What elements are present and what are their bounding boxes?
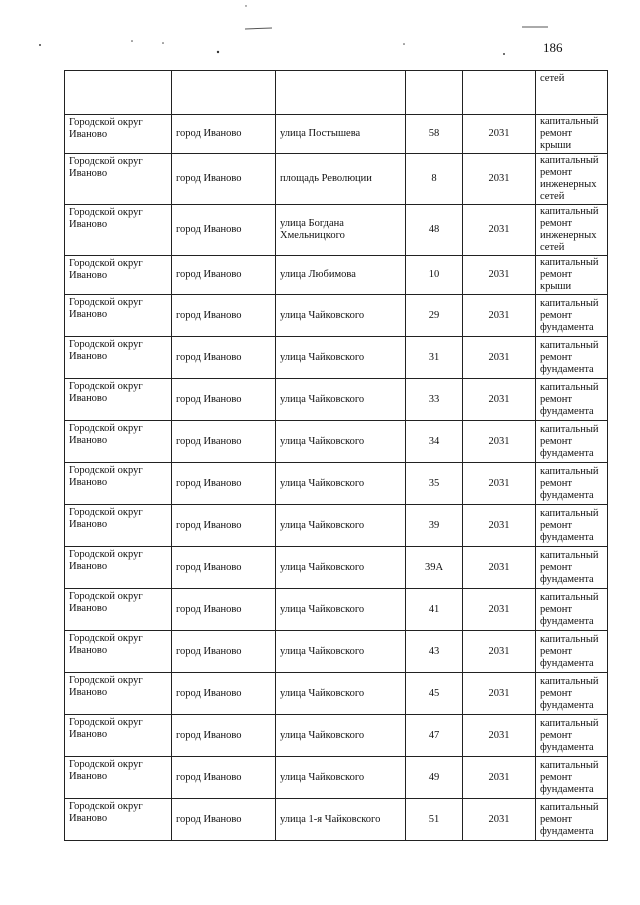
house-number-cell: 49 (406, 757, 463, 799)
city-cell: город Иваново (172, 673, 276, 715)
city-cell: город Иваново (172, 589, 276, 631)
scan-dot (245, 5, 246, 6)
city-cell: город Иваново (172, 115, 276, 154)
house-number-cell: 10 (406, 256, 463, 295)
year-cell: 2031 (463, 337, 536, 379)
table-row (65, 757, 608, 799)
street-cell: улица Чайковского (276, 673, 406, 715)
work-type-cell: капитальный ремонт фундамента (536, 589, 608, 631)
table-row (65, 205, 608, 256)
work-type-cell: капитальный ремонт фундамента (536, 799, 608, 841)
street-cell: улица Чайковского (276, 547, 406, 589)
work-type-cell: капитальный ремонт фундамента (536, 631, 608, 673)
table-row (65, 337, 608, 379)
year-cell: 2031 (463, 295, 536, 337)
work-type-cell: капитальный ремонт фундамента (536, 547, 608, 589)
year-cell (463, 71, 536, 115)
city-cell: город Иваново (172, 547, 276, 589)
district-cell: Городской округ Иваново (65, 673, 172, 715)
work-type-cell: капитальный ремонт инженерных сетей (536, 154, 608, 205)
house-number-cell: 35 (406, 463, 463, 505)
work-type-cell: капитальный ремонт фундамента (536, 505, 608, 547)
table-row (65, 379, 608, 421)
street-cell: улица 1-я Чайковского (276, 799, 406, 841)
district-cell: Городской округ Иваново (65, 547, 172, 589)
city-cell: город Иваново (172, 799, 276, 841)
table-body (65, 71, 608, 841)
street-cell: улица Чайковского (276, 421, 406, 463)
house-number-cell: 58 (406, 115, 463, 154)
scan-dot (131, 40, 133, 42)
house-number-cell: 51 (406, 799, 463, 841)
street-cell: улица Чайковского (276, 379, 406, 421)
year-cell: 2031 (463, 715, 536, 757)
table-row (65, 421, 608, 463)
year-cell: 2031 (463, 673, 536, 715)
city-cell: город Иваново (172, 205, 276, 256)
year-cell: 2031 (463, 205, 536, 256)
table-row (65, 505, 608, 547)
district-cell: Городской округ Иваново (65, 589, 172, 631)
repair-schedule-table (64, 70, 608, 841)
city-cell: город Иваново (172, 421, 276, 463)
street-cell: улица Чайковского (276, 463, 406, 505)
work-type-cell: капитальный ремонт крыши (536, 256, 608, 295)
work-type-cell: капитальный ремонт фундамента (536, 379, 608, 421)
table-row (65, 715, 608, 757)
house-number-cell: 34 (406, 421, 463, 463)
district-cell: Городской округ Иваново (65, 505, 172, 547)
street-cell: улица Чайковского (276, 295, 406, 337)
year-cell: 2031 (463, 379, 536, 421)
work-type-cell: капитальный ремонт фундамента (536, 421, 608, 463)
house-cell (406, 71, 463, 115)
scan-dot (217, 51, 219, 53)
table-row (65, 256, 608, 295)
street-cell: улица Постышева (276, 115, 406, 154)
year-cell: 2031 (463, 463, 536, 505)
street-cell: улица Чайковского (276, 589, 406, 631)
district-cell: Городской округ Иваново (65, 421, 172, 463)
district-cell: Городской округ Иваново (65, 115, 172, 154)
house-number-cell: 29 (406, 295, 463, 337)
district-cell: Городской округ Иваново (65, 715, 172, 757)
scan-artifacts (0, 0, 640, 70)
work-type-cell: капитальный ремонт инженерных сетей (536, 205, 608, 256)
work-type-cell: капитальный ремонт фундамента (536, 715, 608, 757)
table-row (65, 154, 608, 205)
house-number-cell: 33 (406, 379, 463, 421)
work-type-cell: капитальный ремонт фундамента (536, 463, 608, 505)
city-cell: город Иваново (172, 631, 276, 673)
house-number-cell: 47 (406, 715, 463, 757)
year-cell: 2031 (463, 115, 536, 154)
year-cell: 2031 (463, 421, 536, 463)
district-cell: Городской округ Иваново (65, 379, 172, 421)
scan-mark (245, 28, 272, 29)
work-type-cell: капитальный ремонт фундамента (536, 295, 608, 337)
city-cell: город Иваново (172, 256, 276, 295)
house-number-cell: 45 (406, 673, 463, 715)
scan-dot (162, 42, 164, 44)
year-cell: 2031 (463, 631, 536, 673)
street-cell: площадь Революции (276, 154, 406, 205)
street-cell: улица Чайковского (276, 757, 406, 799)
year-cell: 2031 (463, 256, 536, 295)
work-type-cell: капитальный ремонт фундамента (536, 757, 608, 799)
street-cell: улица Чайковского (276, 631, 406, 673)
table-row (65, 673, 608, 715)
city-cell: город Иваново (172, 463, 276, 505)
page-number: 186 (543, 40, 563, 55)
year-cell: 2031 (463, 799, 536, 841)
year-cell: 2031 (463, 589, 536, 631)
district-cell: Городской округ Иваново (65, 337, 172, 379)
continued-row (65, 71, 608, 115)
house-number-cell: 31 (406, 337, 463, 379)
table-row (65, 463, 608, 505)
table-row (65, 799, 608, 841)
house-number-cell: 41 (406, 589, 463, 631)
scan-dot (403, 43, 405, 45)
house-number-cell: 43 (406, 631, 463, 673)
street-cell: улица Чайковского (276, 337, 406, 379)
street-cell (276, 71, 406, 115)
house-number-cell: 8 (406, 154, 463, 205)
house-number-cell: 39А (406, 547, 463, 589)
street-cell: улица Чайковского (276, 715, 406, 757)
work-type-cell: капитальный ремонт фундамента (536, 673, 608, 715)
district-cell: Городской округ Иваново (65, 295, 172, 337)
district-cell: Городской округ Иваново (65, 256, 172, 295)
table-row (65, 115, 608, 154)
city-cell: город Иваново (172, 154, 276, 205)
street-cell: улица Богдана Хмельницкого (276, 205, 406, 256)
work-cell: сетей (536, 71, 608, 115)
scan-dot (39, 44, 41, 46)
table-row (65, 631, 608, 673)
city-cell: город Иваново (172, 715, 276, 757)
table-row (65, 589, 608, 631)
house-number-cell: 48 (406, 205, 463, 256)
year-cell: 2031 (463, 505, 536, 547)
city-cell (172, 71, 276, 115)
district-cell: Городской округ Иваново (65, 463, 172, 505)
year-cell: 2031 (463, 547, 536, 589)
city-cell: город Иваново (172, 337, 276, 379)
year-cell: 2031 (463, 757, 536, 799)
district-cell (65, 71, 172, 115)
district-cell: Городской округ Иваново (65, 757, 172, 799)
table-row (65, 547, 608, 589)
scan-dot (503, 53, 505, 55)
year-cell: 2031 (463, 154, 536, 205)
district-cell: Городской округ Иваново (65, 154, 172, 205)
district-cell: Городской округ Иваново (65, 799, 172, 841)
work-type-cell: капитальный ремонт фундамента (536, 337, 608, 379)
city-cell: город Иваново (172, 505, 276, 547)
table-row (65, 295, 608, 337)
district-cell: Городской округ Иваново (65, 205, 172, 256)
house-number-cell: 39 (406, 505, 463, 547)
district-cell: Городской округ Иваново (65, 631, 172, 673)
city-cell: город Иваново (172, 757, 276, 799)
city-cell: город Иваново (172, 379, 276, 421)
work-type-cell: капитальный ремонт крыши (536, 115, 608, 154)
street-cell: улица Любимова (276, 256, 406, 295)
city-cell: город Иваново (172, 295, 276, 337)
street-cell: улица Чайковского (276, 505, 406, 547)
